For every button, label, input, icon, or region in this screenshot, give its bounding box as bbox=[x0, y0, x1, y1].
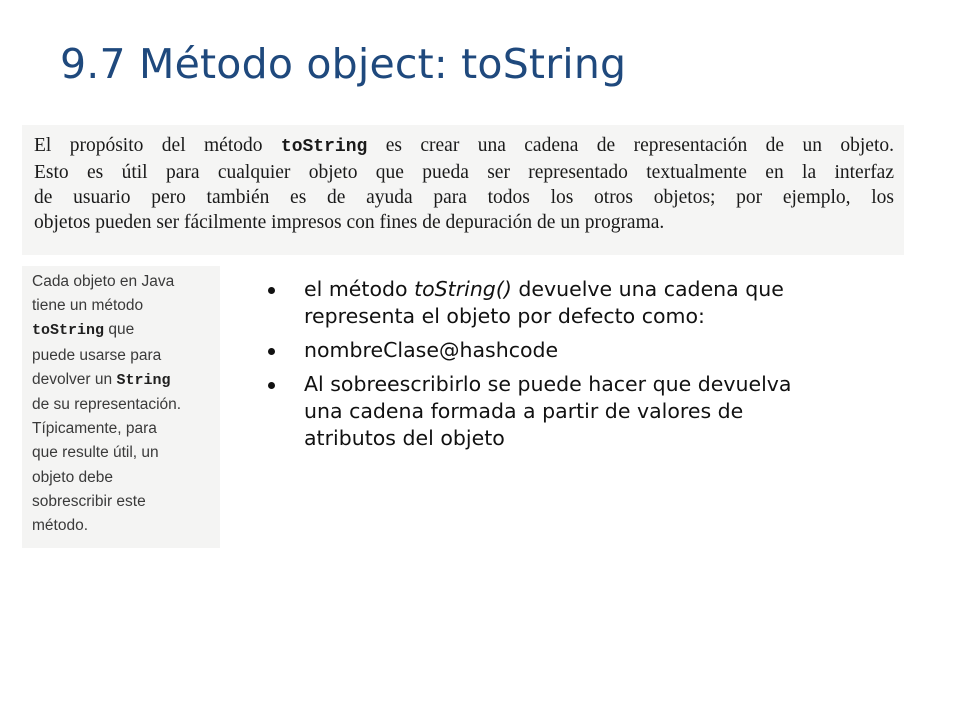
bullet-list bbox=[268, 276, 948, 459]
excerpt-side-line-1: Cada objeto en Java bbox=[32, 273, 175, 290]
excerpt-side-line-9: objeto debe bbox=[32, 468, 114, 486]
bullet-text: devuelve una cadena que bbox=[511, 277, 784, 301]
excerpt-side-line-4: puede usarse para bbox=[32, 346, 162, 364]
excerpt-code-string: String bbox=[116, 371, 171, 389]
excerpt-side-line-5 bbox=[32, 368, 220, 393]
excerpt-code-tostring: toString bbox=[32, 322, 105, 340]
bullet-line bbox=[304, 276, 948, 303]
excerpt-side-line-10: sobrescribir este bbox=[32, 492, 146, 510]
excerpt-text: El propósito del método bbox=[34, 135, 281, 156]
bullet-text: el método bbox=[304, 277, 415, 301]
bullet-line: una cadena formada a partir de valores de bbox=[304, 399, 744, 423]
excerpt-top-line-3: de usuario pero también es de ayuda para todos los otros objetos; por ejemplo, los bbox=[34, 187, 894, 208]
bullet-dot-icon bbox=[268, 348, 275, 355]
bullet-line: nombreClase@hashcode bbox=[304, 338, 559, 362]
excerpt-side-line-7: Típicamente, para bbox=[32, 420, 157, 438]
bullet-line: atributos del objeto bbox=[304, 426, 505, 450]
bullet-dot-icon bbox=[268, 382, 275, 389]
excerpt-side-line-2: tiene un método bbox=[32, 297, 144, 315]
excerpt-text: es crear una cadena de representación de un objeto. bbox=[367, 135, 894, 156]
book-excerpt-side bbox=[22, 266, 220, 548]
book-excerpt-top bbox=[22, 125, 904, 255]
bullet-dot-icon bbox=[268, 287, 275, 294]
excerpt-side-line-3 bbox=[32, 318, 220, 343]
excerpt-text: devolver un bbox=[32, 370, 117, 388]
bullet-item-format bbox=[268, 337, 948, 364]
slide-title: 9.7 Método object: toString bbox=[60, 40, 627, 88]
bullet-line: Al sobreescribirlo se puede hacer que devuelva bbox=[304, 372, 792, 396]
excerpt-top-line-4: objetos pueden ser fácilmente impresos con fines de depuración de un programa. bbox=[34, 212, 665, 233]
excerpt-top-line-1 bbox=[34, 133, 894, 160]
excerpt-side-line-8: que resulte útil, un bbox=[32, 444, 159, 462]
excerpt-text: que bbox=[104, 321, 135, 339]
excerpt-code-tostring: toString bbox=[280, 137, 368, 157]
excerpt-side-line-6: de su representación. bbox=[32, 396, 182, 414]
bullet-item-tostring-default bbox=[268, 276, 948, 330]
excerpt-side-line-11: método. bbox=[32, 517, 89, 535]
bullet-line: representa el objeto por defecto como: bbox=[304, 304, 705, 328]
excerpt-top-line-2: Esto es útil para cualquier objeto que pueda ser representado textualmente en la interfaz bbox=[34, 162, 894, 183]
bullet-item-override bbox=[268, 371, 948, 452]
bullet-italic-method: toString() bbox=[414, 277, 512, 301]
